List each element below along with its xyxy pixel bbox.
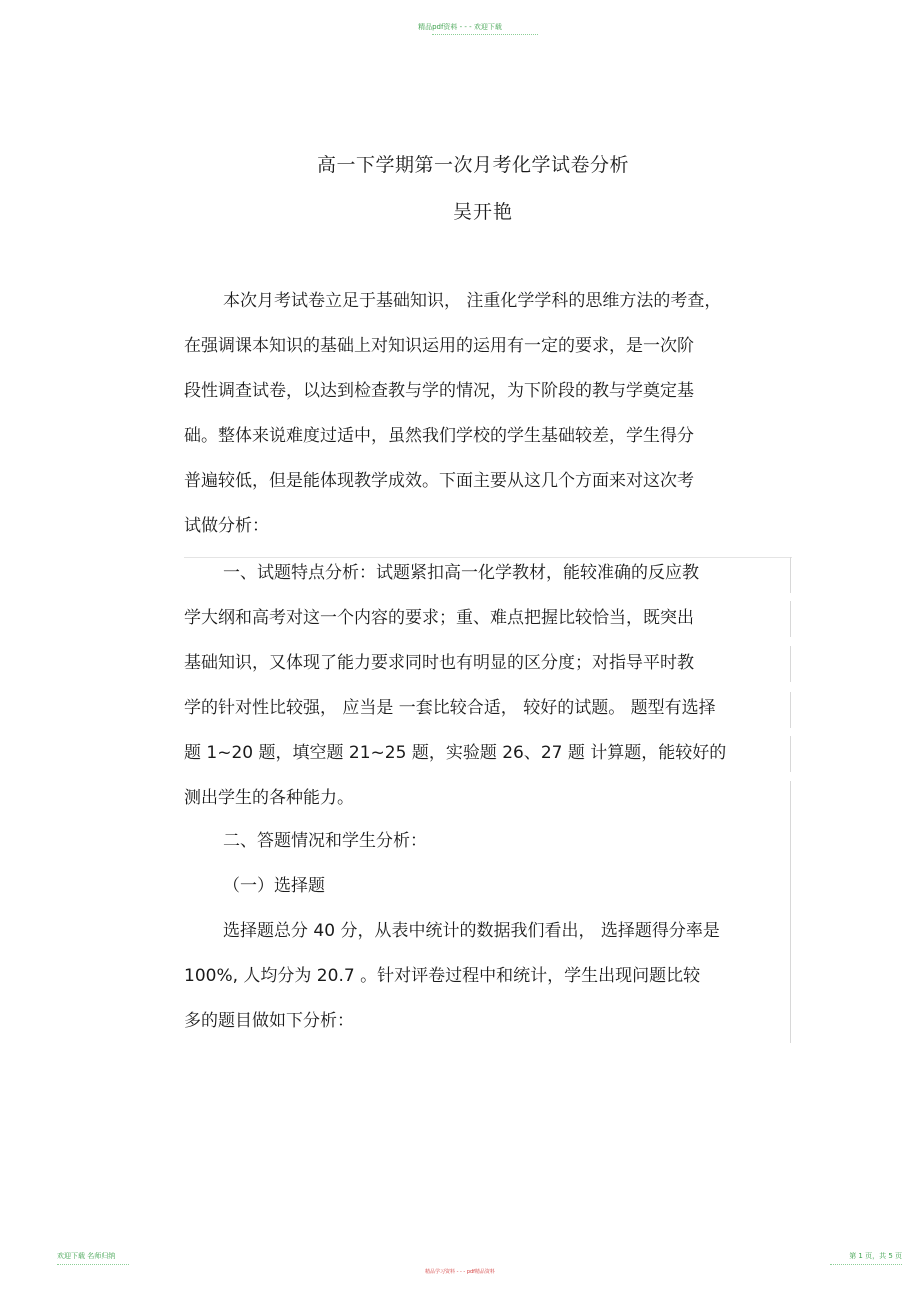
body-line: 学大纲和高考对这一个内容的要求；重、难点把握比较恰当，既突出: [184, 608, 694, 628]
body-line: 试做分析：: [184, 516, 269, 536]
body-line: 学的针对性比较强， 应当是 一套比较合适， 较好的试题。 题型有选择: [184, 698, 716, 718]
body-line: 础。整体来说难度过适中，虽然我们学校的学生基础较差，学生得分: [184, 426, 694, 446]
body-line: 测出学生的各种能力。: [184, 788, 354, 808]
document-title: 高一下学期第一次月考化学试卷分析: [316, 154, 629, 176]
footer-right-dotted-rule: [830, 1264, 902, 1265]
ruling-line: [184, 557, 792, 558]
ruling-line: [790, 646, 791, 682]
header-dotted-rule: [432, 34, 538, 35]
body-line: 普遍较低，但是能体现教学成效。下面主要从这几个方面来对这次考: [184, 471, 694, 491]
footer-center-label: 精品学习资料 - - - pdf精品资料: [425, 1269, 495, 1275]
header-watermark: 精品pdf资料 - - - 欢迎下载: [418, 23, 502, 31]
body-line: 100%, 人均分为 20.7 。针对评卷过程中和统计，学生出现问题比较: [184, 966, 701, 986]
footer-left-label: 欢迎下载 名师归纳: [57, 1252, 116, 1260]
body-line: 本次月考试卷立足于基础知识， 注重化学学科的思维方法的考查，: [223, 291, 722, 311]
body-line: 基础知识，又体现了能力要求同时也有明显的区分度；对指导平时教: [184, 653, 694, 673]
body-line: 一、试题特点分析：试题紧扣高一化学教材，能较准确的反应教: [223, 563, 699, 583]
page-number: 第 1 页，共 5 页: [849, 1252, 902, 1260]
body-line: 选择题总分 40 分，从表中统计的数据我们看出， 选择题得分率是: [223, 921, 720, 941]
body-line: 题 1~20 题，填空题 21~25 题，实验题 26、27 题 计算题，能较好的: [184, 743, 727, 763]
ruling-line: [790, 736, 791, 772]
ruling-line: [790, 557, 791, 593]
footer-left-dotted-rule: [57, 1264, 129, 1265]
ruling-line: [790, 781, 791, 1043]
body-line: 段性调查试卷，以达到检查教与学的情况，为下阶段的教与学奠定基: [184, 381, 694, 401]
body-line: 在强调课本知识的基础上对知识运用的运用有一定的要求，是一次阶: [184, 336, 694, 356]
ruling-line: [790, 692, 791, 728]
subsection-heading: （一）选择题: [223, 876, 325, 896]
section-heading: 二、答题情况和学生分析：: [223, 831, 427, 851]
document-author: 吴开艳: [452, 201, 513, 223]
body-line: 多的题目做如下分析：: [184, 1011, 354, 1031]
ruling-line: [790, 601, 791, 637]
